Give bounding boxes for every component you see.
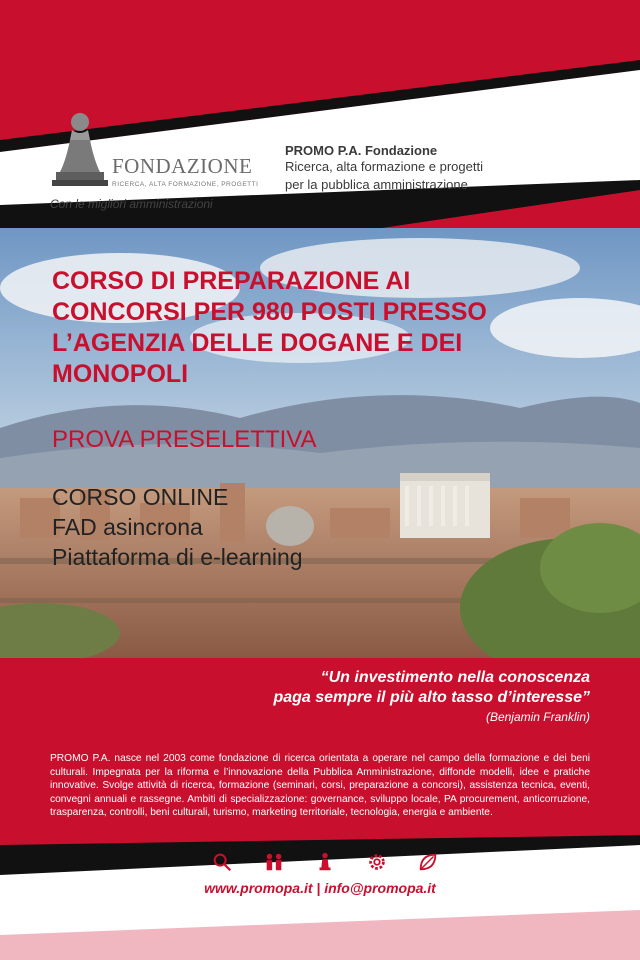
logo-tagline: Con le migliori amministrazioni <box>50 197 213 211</box>
website-contact-link[interactable]: www.promopa.it | info@promopa.it <box>204 880 436 896</box>
course-title-line-3: L’AGENZIA DELLE DOGANE E DEI <box>52 329 463 357</box>
quote-block <box>70 668 590 724</box>
organization-info <box>285 143 585 194</box>
logo <box>50 110 260 220</box>
organization-description-line-2: per la pubblica amministrazione <box>285 177 468 192</box>
organization-description-line-1: Ricerca, alta formazione e progetti <box>285 159 483 174</box>
course-title-line-2: CONCORSI PER 980 POSTI PRESSO <box>52 298 487 326</box>
quote-line-2: paga sempre il più alto tasso d’interesse” <box>273 689 590 706</box>
course-subtitle: PROVA PRESELETTIVA <box>52 426 317 453</box>
course-mode-line-1: CORSO ONLINE <box>52 484 229 510</box>
logo-subtitle: RICERCA, ALTA FORMAZIONE, PROGETTI <box>112 181 259 188</box>
quote-line-1: “Un investimento nella conoscenza <box>320 669 590 686</box>
course-mode <box>52 482 303 572</box>
organization-name: PROMO P.A. Fondazione <box>285 143 438 158</box>
course-title <box>52 266 612 390</box>
course-mode-line-2: FAD asincrona <box>52 514 203 540</box>
footer-icons <box>210 850 440 874</box>
course-title-line-1: CORSO DI PREPARAZIONE AI <box>52 267 411 295</box>
course-mode-line-3: Piattaforma di e-learning <box>52 544 303 570</box>
gear-icon[interactable] <box>365 850 389 874</box>
logo-wordmark: FONDAZIONE <box>112 154 253 178</box>
about-paragraph: PROMO P.A. nasce nel 2003 come fondazione di ricerca orientata a operare nel campo della formazione e dei beni culturali. Impegnata per la riforma e l’innovazione della Pubblica Amministrazione, diffonde modelli, idee e pratiche innovative. Svolge attività di ricerca, formazione (seminari, corsi, preparazione a concorsi), assistenza tecnica, eventi, convegni annuali e rassegne. Ambiti di specializzazione: governance, sviluppo locale, PA procurement, anticorruzione, trasparenza, controlli, beni culturali, turismo, marketing territoriale, tecnologia, energia e ambiente. <box>50 753 590 819</box>
chess-piece-logo-icon <box>50 110 110 190</box>
course-title-line-4: MONOPOLI <box>52 360 189 388</box>
people-icon[interactable] <box>262 850 286 874</box>
leaf-icon[interactable] <box>416 850 440 874</box>
quote-author: (Benjamin Franklin) <box>485 710 590 724</box>
search-icon[interactable] <box>210 850 234 874</box>
chess-pawn-icon[interactable] <box>313 850 337 874</box>
